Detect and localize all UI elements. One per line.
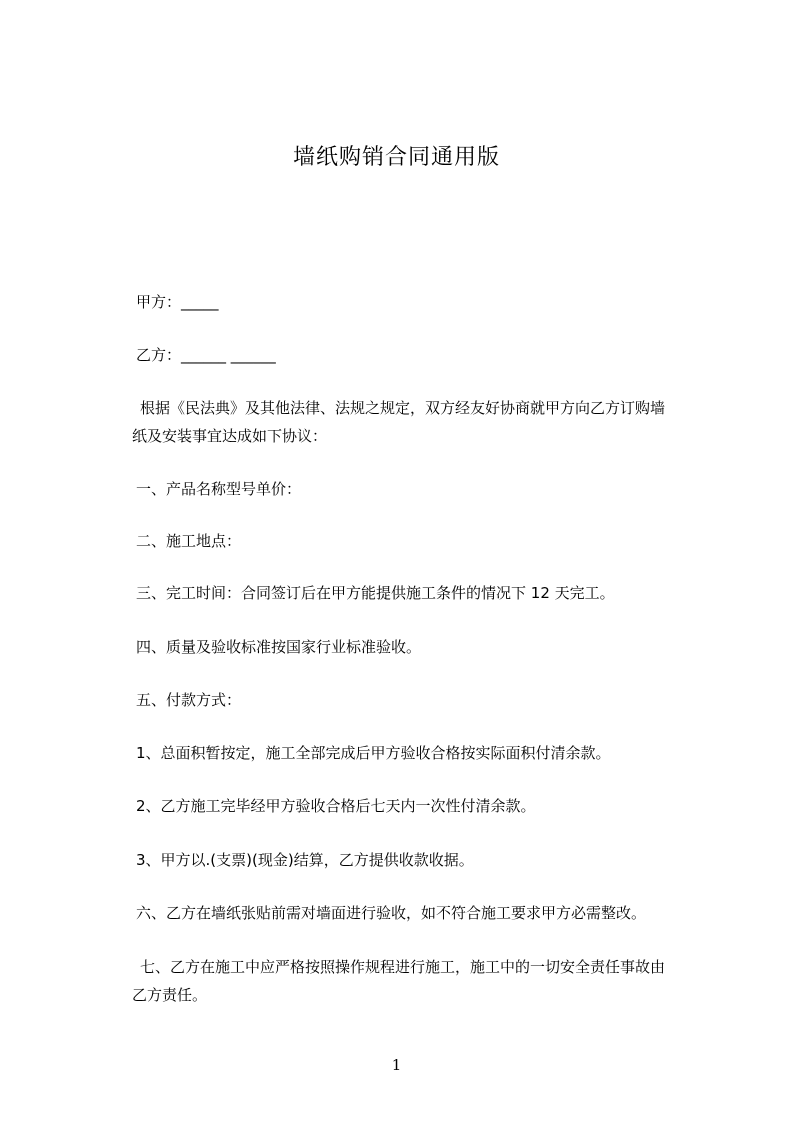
party-a-line: 甲方：_____ [136, 293, 219, 311]
document-title: 墙纸购销合同通用版 [292, 145, 500, 170]
clause-7-line-1: 七、乙方在施工中应严格按照操作规程进行施工，施工中的一切安全责任事故由 [140, 958, 666, 976]
clause-4: 四、质量及验收标准按国家行业标准验收。 [136, 638, 422, 656]
clause-1: 一、产品名称型号单价： [136, 480, 302, 498]
intro-line-2: 纸及安装事宜达成如下协议： [132, 427, 328, 445]
clause-7-line-2: 乙方责任。 [132, 986, 208, 1004]
party-b-line: 乙方：______ ______ [136, 346, 276, 364]
clause-6: 六、乙方在墙纸张贴前需对墙面进行验收，如不符合施工要求甲方必需整改。 [136, 904, 647, 922]
clause-5: 五、付款方式： [136, 691, 242, 709]
payment-item-3: 3、甲方以.(支票)(现金)结算，乙方提供收款收据。 [136, 851, 474, 869]
intro-line-1: 根据《民法典》及其他法律、法规之规定，双方经友好协商就甲方向乙方订购墙 [140, 399, 666, 417]
clause-3: 三、完工时间：合同签订后在甲方能提供施工条件的情况下 12 天完工。 [136, 584, 615, 602]
payment-item-2: 2、乙方施工完毕经甲方验收合格后七天内一次性付清余款。 [136, 797, 536, 815]
page-number: 1 [391, 1056, 402, 1074]
intro-paragraph [132, 394, 676, 450]
clause-2: 二、施工地点： [136, 532, 242, 550]
clause-7-paragraph [132, 953, 676, 1009]
payment-item-1: 1、总面积暂按定，施工全部完成后甲方验收合格按实际面积付清余款。 [136, 744, 611, 762]
